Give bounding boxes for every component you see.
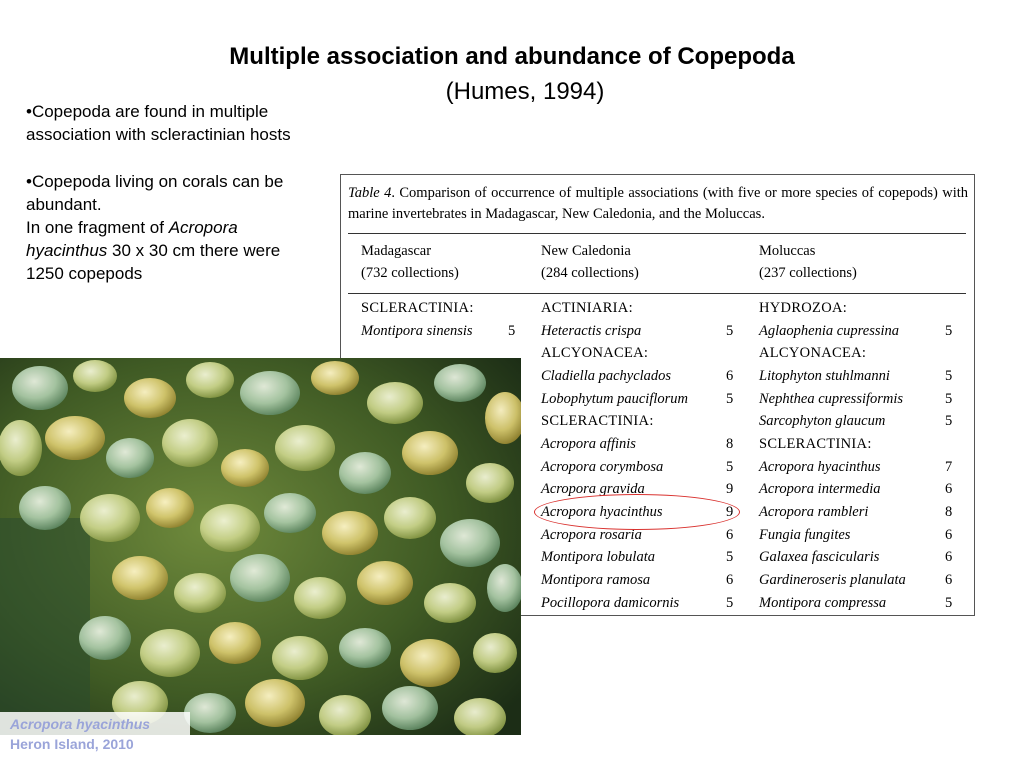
table-cell-species: Heteractis crispa: [541, 323, 642, 339]
table-cell-count: 5: [726, 459, 734, 475]
column-region: Moluccas: [759, 243, 816, 259]
table-cell-species: Acropora corymbosa: [541, 459, 664, 475]
group-label: SCLERACTINIA:: [541, 413, 654, 429]
table-cell-count: 6: [726, 527, 734, 543]
table-cell-count: 9: [726, 481, 734, 497]
table-cell-species: Sarcophyton glaucum: [759, 413, 886, 429]
table-rule-header: [348, 293, 966, 294]
table-cell-count: 5: [945, 413, 953, 429]
column-collections: (284 collections): [541, 265, 639, 281]
table-cell-species: Acropora intermedia: [759, 481, 881, 497]
table-cell-species: Montipora ramosa: [541, 572, 651, 588]
table-caption-text: . Comparison of occurrence of multiple associations (with five or more species of copepods) with marine invertebrates in Madagascar, New Caledonia, and the Moluccas.: [348, 185, 969, 222]
table-cell-species: Fungia fungites: [759, 527, 851, 543]
table-cell-count: 8: [726, 436, 734, 452]
table-cell-species: Montipora sinensis: [361, 323, 473, 339]
table-cell-species: Montipora lobulata: [541, 549, 655, 565]
table-cell-count: 5: [726, 323, 734, 339]
group-label: SCLERACTINIA:: [361, 300, 474, 316]
table-cell-count: 6: [945, 549, 953, 565]
group-label: ALCYONACEA:: [759, 345, 867, 361]
table-cell-species: Montipora compressa: [759, 595, 887, 611]
table-cell-count: 5: [945, 595, 953, 611]
table-cell-species: Gardineroseris planulata: [759, 572, 906, 588]
column-region: Madagascar: [361, 243, 432, 259]
column-collections: (237 collections): [759, 265, 857, 281]
table-cell-count-highlighted: 9: [726, 504, 734, 520]
table-cell-count: 5: [726, 549, 734, 565]
table-cell-species: Cladiella pachyclados: [541, 368, 672, 384]
bullet-1: •Copepoda are found in multiple association with scleractinian hosts: [26, 102, 291, 144]
table-cell-species: Lobophytum pauciflorum: [541, 391, 689, 407]
table-cell-count: 6: [726, 368, 734, 384]
coral-photo: [0, 358, 521, 735]
table-caption-label: Table 4: [348, 185, 392, 201]
table-cell-species: Acropora hyacinthus: [759, 459, 881, 475]
column-region: New Caledonia: [541, 243, 631, 259]
table-cell-count: 5: [945, 368, 953, 384]
table-cell-species: Galaxea fascicularis: [759, 549, 880, 565]
photo-credit-place: Heron Island, 2010: [10, 736, 134, 752]
slide-subtitle: (Humes, 1994): [445, 78, 605, 105]
bullet-2-species: Acropora hyacinthus: [26, 218, 238, 260]
group-label: ACTINIARIA:: [541, 300, 633, 316]
table-cell-count: 6: [726, 572, 734, 588]
column-header-new-caledonia: [541, 240, 639, 284]
table-cell-species: Nephthea cupressiformis: [759, 391, 904, 407]
table-cell-count: 5: [726, 391, 734, 407]
group-label: ALCYONACEA:: [541, 345, 649, 361]
table-cell-species: Litophyton stuhlmanni: [759, 368, 890, 384]
table-cell-count: 6: [945, 481, 953, 497]
table-cell-count: 5: [945, 323, 953, 339]
table-cell-count: 5: [945, 391, 953, 407]
photo-credit: [0, 712, 190, 758]
table-cell-count: 7: [945, 459, 953, 475]
group-label: HYDROZOA:: [759, 300, 848, 316]
table-rule-top: [348, 233, 966, 234]
table-cell-count: 5: [726, 595, 734, 611]
table-cell-species: Acropora gravida: [541, 481, 645, 497]
column-header-moluccas: [759, 240, 857, 284]
bullet-list: [26, 100, 296, 285]
table-cell-species-highlighted: Acropora hyacinthus: [541, 504, 663, 520]
table-cell-species: Pocillopora damicornis: [541, 595, 680, 611]
photo-credit-species: Acropora hyacinthus: [10, 716, 151, 732]
column-collections: (732 collections): [361, 265, 459, 281]
slide-title: Multiple association and abundance of Copepoda: [229, 43, 795, 70]
bullet-2: •Copepoda living on corals can be abundant.: [26, 172, 284, 214]
table-caption: [348, 183, 968, 225]
table-cell-count: 6: [945, 527, 953, 543]
highlight-ellipse: [534, 494, 740, 530]
table-cell-count: 5: [508, 323, 516, 339]
bullet-2-pre: In one fragment of: [26, 218, 169, 237]
bullet-2-post: 30 x 30 cm there were 1250 copepods: [26, 241, 281, 283]
table-cell-count: 8: [945, 504, 953, 520]
coral-photo-illustration: [0, 358, 521, 735]
table-cell-species: Aglaophenia cupressina: [759, 323, 900, 339]
group-label: SCLERACTINIA:: [759, 436, 872, 452]
table-cell-species: Acropora affinis: [541, 436, 636, 452]
table-cell-species: Acropora rosaria: [541, 527, 642, 543]
table-cell-species: Acropora rambleri: [759, 504, 869, 520]
table-cell-count: 6: [945, 572, 953, 588]
column-header-madagascar: [361, 240, 459, 284]
bullet-2-detail: [26, 216, 296, 285]
